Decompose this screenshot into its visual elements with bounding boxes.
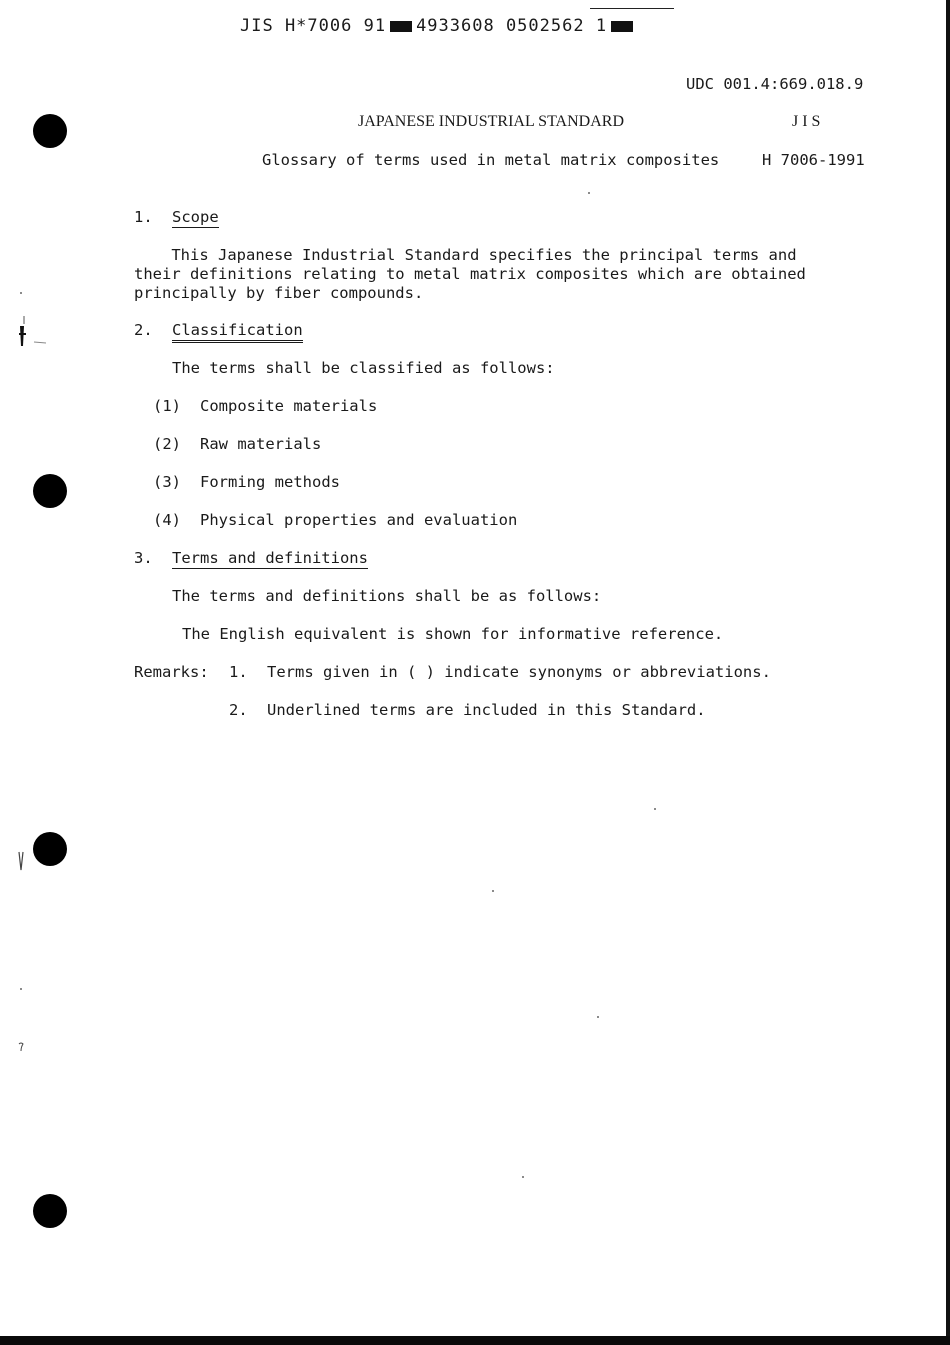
list-item-number: (1)	[153, 397, 181, 415]
document-title: Glossary of terms used in metal matrix composites	[262, 151, 720, 169]
list-item-number: (4)	[153, 511, 181, 529]
list-item-number: (3)	[153, 473, 181, 491]
standard-name: JAPANESE INDUSTRIAL STANDARD	[358, 113, 624, 130]
section-classification-number: 2.	[134, 321, 153, 339]
remark-number: 1.	[229, 663, 248, 681]
section-classification-heading-text: Classification	[172, 321, 303, 343]
section-scope-heading	[172, 208, 219, 226]
scan-speck	[20, 988, 22, 990]
margin-mark	[14, 312, 50, 358]
scan-speck	[588, 192, 590, 194]
header-strip	[240, 16, 637, 36]
english-note: The English equivalent is shown for informative reference.	[182, 625, 724, 643]
terms-intro: The terms and definitions shall be as follows:	[172, 587, 602, 605]
scan-speck	[597, 1016, 599, 1018]
scan-bottom-bar	[0, 1336, 950, 1345]
scan-speck	[654, 808, 656, 810]
scan-speck	[20, 292, 22, 294]
section-scope-heading-text: Scope	[172, 208, 219, 226]
binder-hole	[33, 474, 67, 508]
paragraph-line: principally by fiber compounds.	[134, 284, 424, 302]
udc-code: UDC 001.4:669.018.9	[686, 75, 864, 93]
classification-intro: The terms shall be classified as follows:	[172, 359, 555, 377]
section-terms-heading	[172, 549, 368, 567]
list-item: Composite materials	[200, 397, 378, 415]
margin-mark	[14, 850, 28, 874]
section-terms-number: 3.	[134, 549, 153, 567]
header-rule	[590, 8, 674, 9]
scan-speck	[492, 890, 494, 892]
scope-paragraph	[134, 246, 834, 303]
list-item-number: (2)	[153, 435, 181, 453]
remarks-label: Remarks:	[134, 663, 209, 681]
remark-text: Terms given in ( ) indicate synonyms or abbreviations.	[267, 663, 771, 681]
paragraph-line: their definitions relating to metal matrix composites which are obtained	[134, 265, 806, 283]
section-terms-heading-text: Terms and definitions	[172, 549, 368, 567]
scan-edge	[946, 0, 950, 1345]
remark-text: Underlined terms are included in this Standard.	[267, 701, 706, 719]
margin-mark	[16, 1042, 26, 1054]
list-item: Raw materials	[200, 435, 322, 453]
section-scope-number: 1.	[134, 208, 153, 226]
binder-hole	[33, 832, 67, 866]
redaction-block	[611, 21, 633, 32]
scan-speck	[522, 1176, 524, 1178]
header-strip-prefix: JIS H*7006 91	[240, 16, 387, 36]
document-number: H 7006-1991	[762, 151, 865, 169]
redaction-block	[390, 21, 412, 32]
section-classification-heading	[172, 321, 303, 339]
header-strip-code: 4933608 0502562 1	[416, 16, 608, 36]
list-item: Forming methods	[200, 473, 340, 491]
binder-hole	[33, 114, 67, 148]
jis-mark: J I S	[792, 113, 821, 130]
list-item: Physical properties and evaluation	[200, 511, 518, 529]
remark-number: 2.	[229, 701, 248, 719]
paragraph-line: This Japanese Industrial Standard specifies the principal terms and	[134, 246, 797, 264]
binder-hole	[33, 1194, 67, 1228]
